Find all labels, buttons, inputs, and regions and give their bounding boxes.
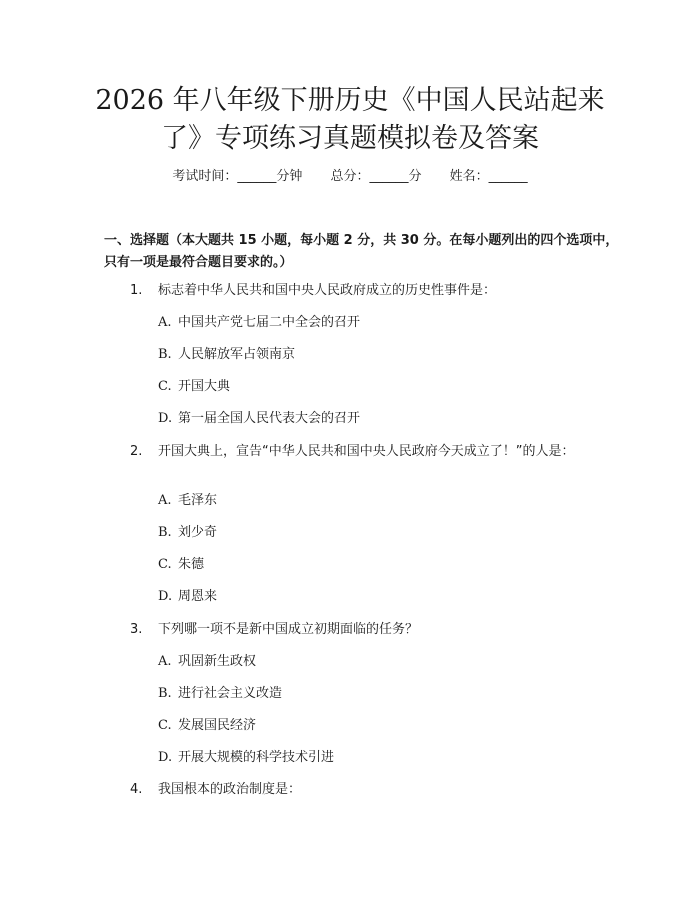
option-letter: A. <box>158 493 172 508</box>
question-1 <box>104 280 604 302</box>
student-name: 姓名：______ <box>449 169 528 184</box>
option-letter: B. <box>158 347 172 362</box>
option-item <box>158 409 598 429</box>
question-stem: 开国大典上，宣告“中华人民共和国中央人民政府今天成立了！”的人是： <box>158 444 575 459</box>
question-number: 1. <box>130 283 143 298</box>
option-letter: B. <box>158 686 172 701</box>
question-3 <box>104 619 604 641</box>
option-letter: C. <box>158 379 172 394</box>
option-text: 开展大规模的科学技术引进 <box>178 750 335 765</box>
option-letter: B. <box>158 525 172 540</box>
exam-total-score: 总分：______分 <box>330 169 422 184</box>
option-letter: A. <box>158 315 172 330</box>
question-stem: 下列哪一项不是新中国成立初期面临的任务？ <box>158 622 419 637</box>
option-text: 第一届全国人民代表大会的召开 <box>178 411 361 426</box>
section-heading: 一、选择题（本大题共 15 小题，每小题 2 分，共 30 分。在每小题列出的四个选项中，只有一项是最符合题目要求的。） <box>104 233 619 270</box>
option-item <box>158 652 598 672</box>
option-item <box>158 748 598 768</box>
question-number: 2. <box>130 444 143 459</box>
question-4 <box>104 779 604 801</box>
exam-meta <box>0 167 700 187</box>
question-stem: 标志着中华人民共和国中央人民政府成立的历史性事件是： <box>158 283 497 298</box>
exam-time: 考试时间：______分钟 <box>172 169 303 184</box>
option-item <box>158 313 598 333</box>
question-stem: 我国根本的政治制度是： <box>158 782 302 797</box>
option-letter: C. <box>158 718 172 733</box>
option-text: 周恩来 <box>178 589 218 604</box>
option-text: 发展国民经济 <box>178 718 257 733</box>
option-item <box>158 491 598 511</box>
option-letter: D. <box>158 750 173 765</box>
option-text: 朱德 <box>178 557 205 572</box>
question-2 <box>104 441 604 463</box>
option-item <box>158 345 598 365</box>
option-text: 毛泽东 <box>178 493 218 508</box>
question-number: 3. <box>130 622 143 637</box>
option-item <box>158 523 598 543</box>
option-text: 开国大典 <box>178 379 231 394</box>
option-item <box>158 377 598 397</box>
document-title <box>40 82 660 158</box>
option-text: 巩固新生政权 <box>178 654 257 669</box>
title-line-1: 2026 年八年级下册历史《中国人民站起来 <box>95 85 605 116</box>
option-item <box>158 684 598 704</box>
option-item <box>158 555 598 575</box>
option-letter: D. <box>158 589 173 604</box>
option-item <box>158 716 598 736</box>
option-text: 刘少奇 <box>178 525 218 540</box>
option-letter: D. <box>158 411 173 426</box>
option-letter: A. <box>158 654 172 669</box>
option-letter: C. <box>158 557 172 572</box>
option-item <box>158 587 598 607</box>
option-text: 中国共产党七届二中全会的召开 <box>178 315 361 330</box>
option-text: 人民解放军占领南京 <box>178 347 296 362</box>
title-line-2: 了》专项练习真题模拟卷及答案 <box>161 123 539 154</box>
option-text: 进行社会主义改造 <box>178 686 283 701</box>
question-number: 4. <box>130 782 143 797</box>
